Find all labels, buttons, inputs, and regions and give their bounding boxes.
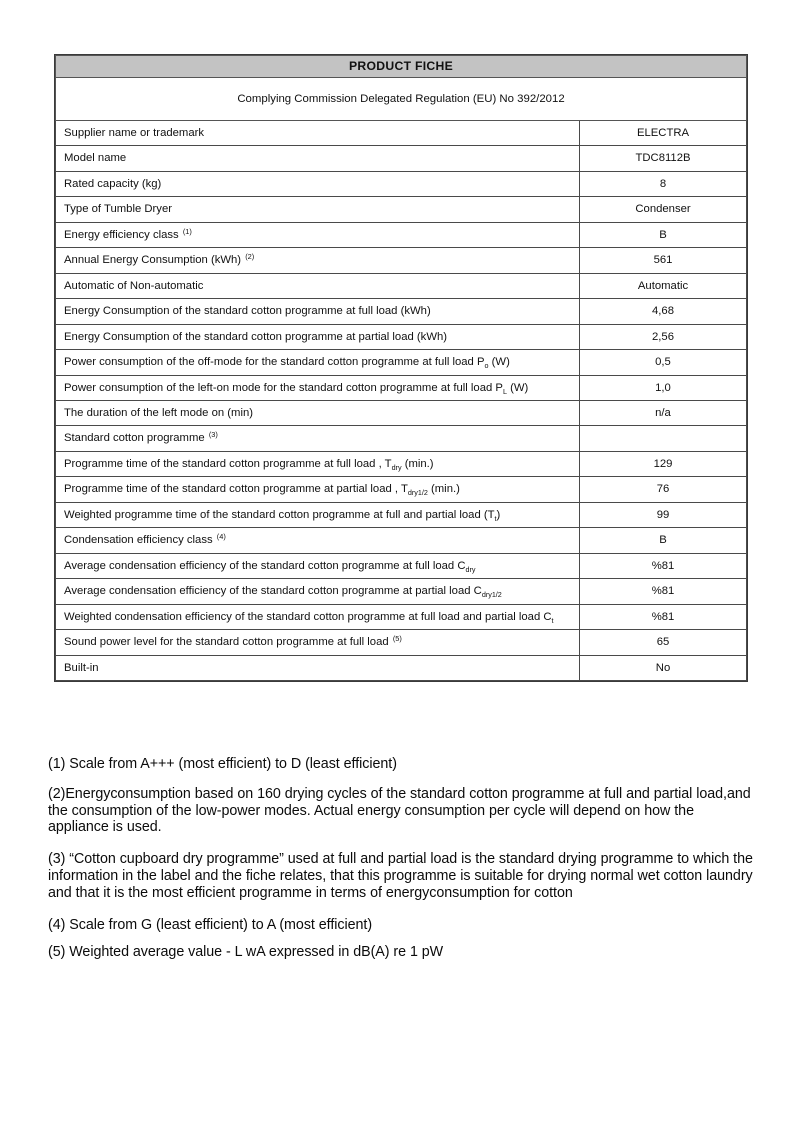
row-label: Annual Energy Consumption (kWh) $^{(2)}$ — [56, 248, 580, 273]
table-row — [56, 375, 747, 400]
row-value: n/a — [580, 400, 747, 425]
table-row — [56, 197, 747, 222]
row-label: Power consumption of the left-on mode for the standard cotton programme at full load $P_L$ (W) — [56, 375, 580, 400]
row-label: Standard cotton programme $^{(3)}$ — [56, 426, 580, 451]
table-row — [56, 146, 747, 171]
subscript: t — [494, 513, 497, 523]
footnote-2: (2)Energyconsumption based on 160 drying cycles of the standard cotton programme at full and partial load,and the consumption of the low-power modes. Actual energy consumption per cycle will depend on how the appliance is used. — [48, 785, 751, 836]
footnote-5: (5) Weighted average value - L wA expressed in dB(A) re 1 pW — [48, 944, 444, 961]
row-label: Type of Tumble Dryer — [56, 197, 580, 222]
footnote-marker: (4) — [216, 532, 226, 542]
table-row — [56, 121, 747, 146]
table-data-rows — [56, 121, 747, 681]
row-label: Energy Consumption of the standard cotton programme at partial load (kWh) — [56, 324, 580, 349]
footnote-marker: (1) — [182, 226, 192, 236]
row-value: TDC8112B — [580, 146, 747, 171]
row-label: Automatic of Non-automatic — [56, 273, 580, 298]
subscript: dry — [465, 564, 476, 574]
table-row — [56, 171, 747, 196]
table-title-row — [56, 56, 747, 78]
row-value: 99 — [580, 502, 747, 527]
row-label: Power consumption of the off-mode for the standard cotton programme at full load $P_o$ (W) — [56, 350, 580, 375]
row-value: %81 — [580, 604, 747, 629]
subscript: L — [502, 386, 507, 396]
row-value: Automatic — [580, 273, 747, 298]
footnote-marker: (5) — [392, 634, 402, 644]
row-label: Programme time of the standard cotton programme at full load , $T_{dry}$ (min.) — [56, 451, 580, 476]
row-value: 2,56 — [580, 324, 747, 349]
table-row — [56, 553, 747, 578]
row-label: Weighted condensation efficiency of the standard cotton programme at full load and partial load $C_t$ — [56, 604, 580, 629]
row-value: B — [580, 528, 747, 553]
row-value: B — [580, 222, 747, 247]
table-row — [56, 400, 747, 425]
footnote-3: (3) “Cotton cupboard dry programme” used at full and partial load is the standard drying programme to which the information in the label and the fiche relates, that this programme is suitable for drying normal wet cotton laundry and that it is the most efficient programme in terms of energyconsumption for cotton — [48, 851, 753, 901]
row-value: 65 — [580, 630, 747, 655]
footnote-marker: (2) — [245, 252, 255, 262]
row-label: Energy efficiency class $^{(1)}$ — [56, 222, 580, 247]
table-row — [56, 273, 747, 298]
row-value — [580, 426, 747, 451]
row-label: Average condensation efficiency of the standard cotton programme at partial load $C_{dry1/2}$ — [56, 579, 580, 604]
footnotes-section — [48, 756, 754, 961]
table-row — [56, 350, 747, 375]
footnote-1: (1) Scale from A+++ (most efficient) to D (least efficient) — [48, 756, 397, 772]
page-title: PRODUCT FICHE — [56, 56, 747, 78]
row-value: 4,68 — [580, 299, 747, 324]
row-label: Energy Consumption of the standard cotton programme at full load (kWh) — [56, 299, 580, 324]
row-label: Model name — [56, 146, 580, 171]
row-label: Sound power level for the standard cotton programme at full load $^{(5)}$ — [56, 630, 580, 655]
row-label: The duration of the left mode on (min) — [56, 400, 580, 425]
table-row — [56, 426, 747, 451]
row-value: 129 — [580, 451, 747, 476]
row-value: %81 — [580, 579, 747, 604]
table-row — [56, 248, 747, 273]
row-label: Weighted programme time of the standard cotton programme at full and partial load $(T_t)$ — [56, 502, 580, 527]
row-label: Built-in — [56, 655, 580, 680]
table-row — [56, 502, 747, 527]
table-row — [56, 477, 747, 502]
row-label: Condensation efficiency class $^{(4)}$ — [56, 528, 580, 553]
row-value: 8 — [580, 171, 747, 196]
row-value: 561 — [580, 248, 747, 273]
subscript: dry1/2 — [407, 488, 428, 498]
table-row — [56, 299, 747, 324]
row-label: Programme time of the standard cotton programme at partial load , $T_{dry1/2}$ (min.) — [56, 477, 580, 502]
table-row — [56, 222, 747, 247]
table-row — [56, 630, 747, 655]
subscript: t — [551, 615, 554, 625]
row-value: Condenser — [580, 197, 747, 222]
row-value: ELECTRA — [580, 121, 747, 146]
row-value: 76 — [580, 477, 747, 502]
subscript: dry — [391, 462, 402, 472]
table-subtitle-row — [56, 78, 747, 121]
row-label: Average condensation efficiency of the standard cotton programme at full load $C_{dry}$ — [56, 553, 580, 578]
table-row — [56, 324, 747, 349]
regulation-subtitle: Complying Commission Delegated Regulation (EU) No 392/2012 — [56, 78, 747, 121]
table-row — [56, 655, 747, 680]
row-label: Rated capacity (kg) — [56, 171, 580, 196]
subscript: dry1/2 — [481, 590, 502, 600]
row-value: %81 — [580, 553, 747, 578]
footnote-marker: (3) — [208, 430, 218, 440]
table-body — [56, 56, 747, 121]
table-row — [56, 604, 747, 629]
row-value: 0,5 — [580, 350, 747, 375]
table-row — [56, 528, 747, 553]
row-value: 1,0 — [580, 375, 747, 400]
subscript: o — [484, 361, 489, 371]
table-row — [56, 451, 747, 476]
table-row — [56, 579, 747, 604]
row-label: Supplier name or trademark — [56, 121, 580, 146]
footnote-4: (4) Scale from G (least efficient) to A (most efficient) — [48, 916, 373, 933]
row-value: No — [580, 655, 747, 680]
product-fiche-table — [55, 55, 747, 681]
